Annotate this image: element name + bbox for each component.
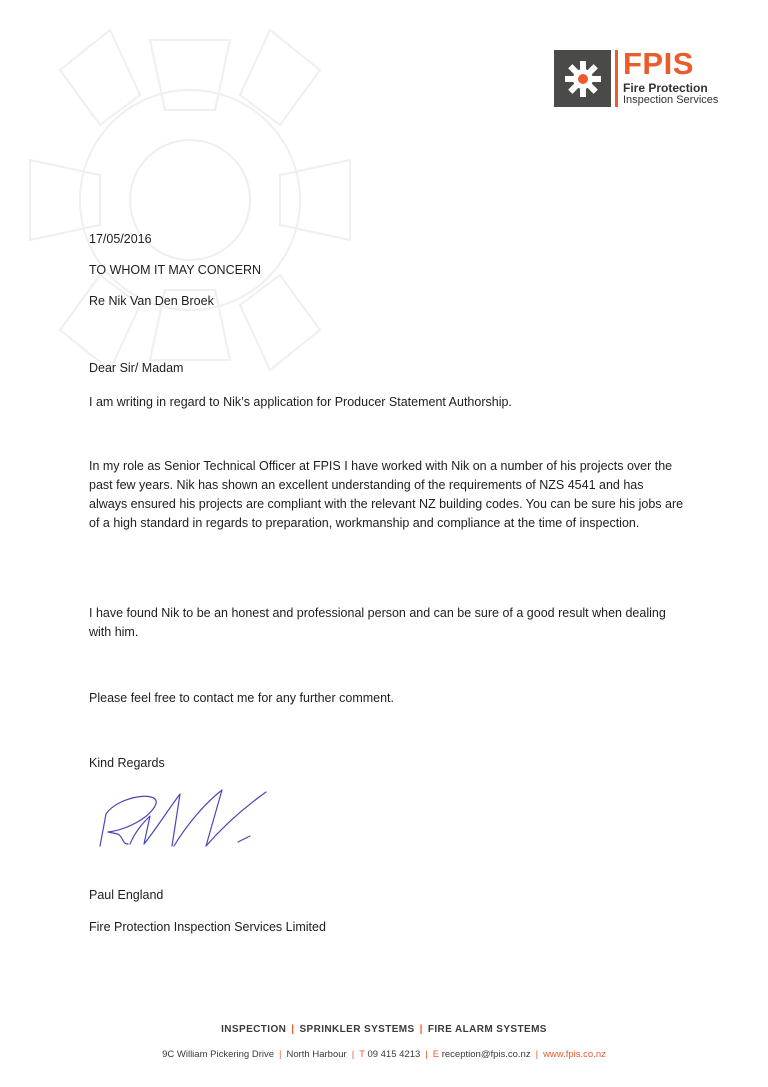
service-item: SPRINKLER SYSTEMS	[299, 1024, 415, 1035]
signer-company: Fire Protection Inspection Services Limited	[89, 920, 326, 934]
letter-recipient: TO WHOM IT MAY CONCERN	[89, 263, 261, 277]
logo-tagline-2: Inspection Services	[623, 94, 719, 106]
separator: |	[351, 1049, 355, 1060]
logo-emblem	[554, 50, 611, 107]
paragraph: I have found Nik to be an honest and professional person and can be sure of a good result when dealing with him.	[89, 606, 666, 639]
service-item: INSPECTION	[221, 1024, 287, 1035]
footer-phone: 09 415 4213	[367, 1049, 421, 1060]
separator: |	[279, 1049, 282, 1060]
paragraph: In my role as Senior Technical Officer at FPIS I have worked with Nik on a number of his projects over the past few years. Nik has shown an excellent understanding of the requirements of NZS 4541 and has always ensured his projects are compliant with the relevant NZ building codes. You can be sure his jobs are of a high standard in regards to preparation, workmanship and compliance at the time of inspection.	[89, 459, 684, 530]
logo-divider	[615, 50, 618, 107]
separator: |	[291, 1024, 295, 1035]
paragraph: Please feel free to contact me for any further comment.	[89, 691, 395, 705]
phone-label: T	[359, 1049, 365, 1060]
footer-address: 9C William Pickering Drive	[162, 1049, 275, 1060]
logo-tagline-1: Fire Protection	[623, 81, 708, 95]
service-item: FIRE ALARM SYSTEMS	[427, 1024, 547, 1035]
paragraph: I am writing in regard to Nik’s application for Producer Statement Authorship.	[89, 395, 512, 409]
footer-website[interactable]: www.fpis.co.nz	[543, 1049, 606, 1060]
letter-salutation: Dear Sir/ Madam	[89, 361, 184, 375]
separator: |	[535, 1049, 539, 1060]
signature-image	[88, 782, 288, 862]
separator: |	[425, 1049, 428, 1060]
footer-services	[0, 1024, 768, 1035]
letter-subject: Re Nik Van Den Broek	[89, 294, 214, 308]
signer-name: Paul England	[89, 888, 164, 902]
footer-contact	[0, 1049, 768, 1060]
logo-name: FPIS	[623, 46, 694, 81]
separator: |	[419, 1024, 423, 1035]
email-label: E	[432, 1049, 440, 1060]
footer-email[interactable]: reception@fpis.co.nz	[441, 1049, 531, 1060]
footer-area: North Harbour	[286, 1049, 347, 1060]
company-logo	[554, 46, 724, 108]
gear-icon	[563, 59, 603, 99]
letter-closing: Kind Regards	[89, 756, 165, 770]
letter-date: 17/05/2016	[89, 232, 152, 246]
